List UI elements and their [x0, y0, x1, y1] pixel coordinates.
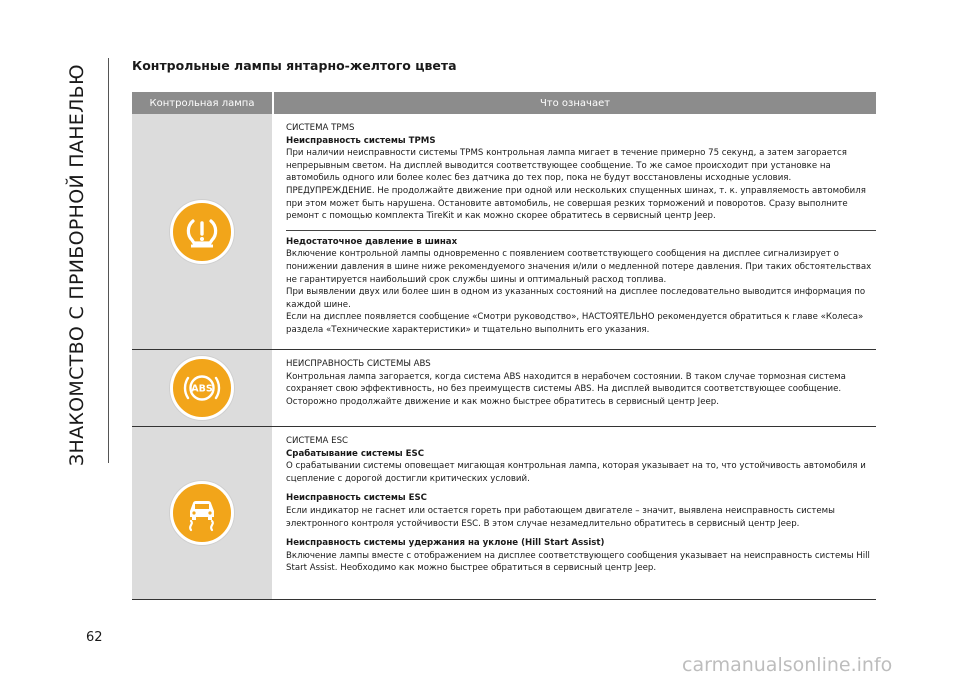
meaning-cell	[272, 427, 876, 599]
paragraph: При выявлении двух или более шин в одном из указанных состояний на дисплее последовательно выводится информация по каждой шине.	[286, 287, 866, 310]
page-title: Контрольные лампы янтарно-желтого цвета	[132, 58, 457, 73]
lamp-cell	[132, 114, 272, 349]
table-header	[132, 92, 876, 114]
esc-skidding-car-icon	[170, 481, 234, 545]
paragraph: Контрольная лампа загорается, когда система ABS находится в нерабочем состоянии. В таком случае тормозная система сохраняет свою эффективность, но без преимуществ системы ABS. На дисплей выводится соответствующее сообщение. Осторожно продолжайте движение и как можно быстрее обратитесь в сервисный центр Jeep.	[286, 371, 846, 407]
section-heading: Неисправность системы удержания на уклоне (Hill Start Assist)	[286, 538, 605, 549]
paragraph: Если на дисплее появляется сообщение «Смотри руководство», НАСТОЯТЕЛЬНО рекомендуется обратиться к главе «Колеса» раздела «Технические характеристики» и тщательно выполнить его указания.	[286, 312, 864, 335]
section	[286, 358, 876, 415]
section	[286, 435, 876, 492]
tpms-warning-icon	[170, 200, 234, 264]
table-row-esc	[132, 427, 876, 600]
paragraph: При наличии неисправности системы TPMS контрольная лампа мигает в течение примерно 75 секунд, а затем загорается непрерывным светом. На дисплей выводится соответствующее сообщение. То же самое происходит при установке на автомобиль одного или более колес без датчика до тех пор, пока не будут восстановлены исходные условия.	[286, 148, 847, 184]
meaning-cell	[272, 114, 876, 349]
lamp-cell	[132, 350, 272, 426]
page-number: 62	[86, 630, 103, 645]
watermark: carmanualsonline.info	[682, 654, 893, 676]
table-row-abs	[132, 350, 876, 427]
text-line: НЕИСПРАВНОСТЬ СИСТЕМЫ ABS	[286, 359, 431, 369]
meaning-cell	[272, 350, 876, 426]
chapter-divider	[108, 58, 109, 463]
column-header-meaning: Что означает	[272, 92, 876, 114]
section	[286, 537, 876, 582]
text-line: СИСТЕМА TPMS	[286, 123, 355, 133]
chapter-title: ЗНАКОМСТВО С ПРИБОРНОЙ ПАНЕЛЬЮ	[66, 64, 88, 466]
section-heading: Неисправность системы ESC	[286, 493, 427, 504]
abs-icon	[170, 356, 234, 420]
paragraph: ПРЕДУПРЕЖДЕНИЕ. Не продолжайте движение при одной или нескольких спущенных шинах, т. к. управляемость автомобиля при этом может быть нарушена. Остановите автомобиль, не совершая резких торможений и поворотов. Сразу выполните ремонт с помощью комплекта TireKit и как можно скорее обратитесь в сервисный центр Jeep.	[286, 185, 866, 222]
section-heading: Неисправность системы TPMS	[286, 135, 436, 146]
section-heading: Недостаточное давление в шинах	[286, 236, 458, 247]
table-row-tpms	[132, 114, 876, 350]
section	[286, 122, 876, 230]
warning-lamps-table	[132, 92, 876, 600]
lamp-cell	[132, 427, 272, 599]
paragraph: Включение лампы вместе с отображением на дисплее соответствующего сообщения указывает на неисправность системы Hill Start Assist. Необходимо как можно быстрее обратиться в сервисный центр Jeep.	[286, 550, 870, 574]
paragraph: Включение контрольной лампы одновременно с появлением соответствующего сообщения на дисплее сигнализирует о понижении давления в шине ниже рекомендуемого значения и/или о медленной потере давления. При таких обстоятельствах не гарантируется наибольший срок службы шины и оптимальный расход топлива.	[286, 249, 872, 285]
paragraph: Если индикатор не гаснет или остается гореть при работающем двигателе – значит, выявлена неисправность системы электронного контроля устойчивости ESC. В этом случае незамедлительно обратитесь в сервисный центр Jeep.	[286, 505, 835, 529]
section-heading: Срабатывание системы ESC	[286, 448, 424, 459]
paragraph: О срабатывании системы оповещает мигающая контрольная лампа, которая указывает на то, что устойчивость автомобиля и сцепление с дорогой достигли критических условий.	[286, 461, 866, 484]
text-line: СИСТЕМА ESC	[286, 436, 349, 446]
section	[286, 230, 876, 344]
section	[286, 492, 876, 537]
column-header-lamp: Контрольная лампа	[149, 97, 255, 109]
abs-icon-label: ABS	[191, 383, 213, 395]
